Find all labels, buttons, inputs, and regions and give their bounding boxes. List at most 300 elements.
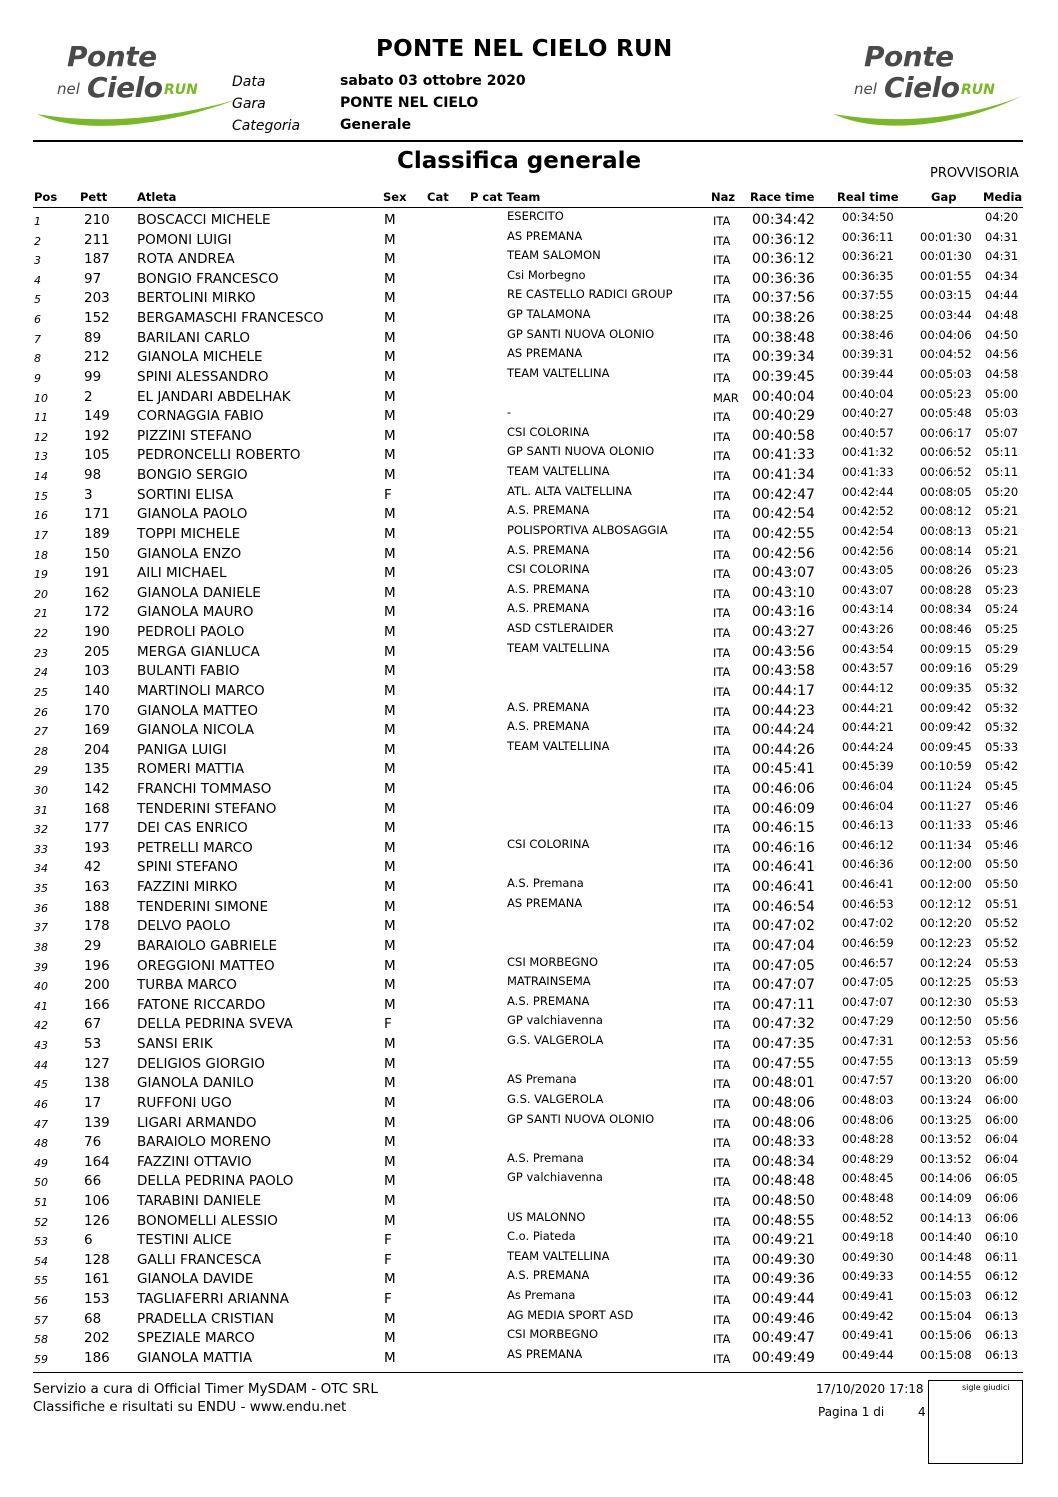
row-gap: 00:14:06 [920, 1171, 972, 1186]
table-row [0, 1249, 1058, 1269]
row-nationality: ITA [713, 272, 731, 287]
table-row [0, 425, 1058, 445]
row-sex: M [384, 624, 396, 641]
table-row [0, 1013, 1058, 1033]
row-sex: M [384, 525, 396, 542]
row-position: 46 [34, 1097, 48, 1111]
row-gap: 00:12:00 [920, 877, 972, 892]
row-real-time: 00:43:57 [842, 661, 894, 676]
row-bib-number: 170 [84, 702, 110, 719]
row-position: 26 [34, 705, 48, 719]
row-team: TEAM VALTELLINA [507, 365, 610, 380]
col-header-naz: Naz [711, 190, 736, 204]
row-athlete-name: BERTOLINI MIRKO [137, 290, 256, 307]
row-real-time: 00:45:39 [842, 759, 894, 774]
row-team: A.S. PREMANA [507, 699, 590, 714]
table-row [0, 1308, 1058, 1328]
logo-ponte-text: Ponte [67, 40, 157, 73]
row-sex: M [384, 898, 396, 915]
row-pace: 06:13 [985, 1347, 1019, 1362]
row-race-time: 00:47:35 [752, 1036, 815, 1053]
row-real-time: 00:46:13 [842, 818, 894, 833]
logo-swoosh-icon [35, 38, 235, 133]
row-nationality: ITA [713, 920, 731, 935]
row-race-time: 00:44:17 [752, 682, 815, 699]
row-nationality: ITA [713, 1018, 731, 1033]
row-gap: 00:12:00 [920, 857, 972, 872]
row-race-time: 00:43:07 [752, 565, 815, 582]
row-athlete-name: PIZZINI STEFANO [137, 427, 252, 444]
table-row [0, 1210, 1058, 1230]
row-team: ATL. ALTA VALTELLINA [507, 483, 632, 498]
row-nationality: ITA [713, 1116, 731, 1131]
row-sex: M [384, 996, 396, 1013]
row-sex: F [384, 1251, 392, 1268]
row-position: 49 [34, 1156, 48, 1170]
row-sex: M [384, 1075, 396, 1092]
row-athlete-name: OREGGIONI MATTEO [137, 957, 275, 974]
row-nationality: ITA [713, 253, 731, 268]
row-sex: M [384, 447, 396, 464]
row-bib-number: 192 [84, 427, 110, 444]
row-bib-number: 135 [84, 761, 110, 778]
row-nationality: ITA [713, 704, 731, 719]
row-bib-number: 6 [84, 1232, 93, 1249]
row-race-time: 00:49:30 [752, 1251, 815, 1268]
row-sex: M [384, 859, 396, 876]
row-nationality: ITA [713, 626, 731, 641]
row-position: 15 [34, 489, 48, 503]
row-athlete-name: MARTINOLI MARCO [137, 682, 265, 699]
row-bib-number: 66 [84, 1173, 102, 1190]
row-pace: 04:58 [985, 366, 1019, 381]
row-team: ESERCITO [507, 209, 564, 223]
row-pace: 05:21 [985, 504, 1019, 519]
row-sex: M [384, 918, 396, 935]
row-team: GP TALAMONA [507, 307, 591, 322]
table-row [0, 837, 1058, 857]
meta-label-categoria: Categoria [232, 118, 301, 134]
row-athlete-name: DELVO PAOLO [137, 918, 231, 935]
row-bib-number: 127 [84, 1055, 110, 1072]
row-real-time: 00:48:03 [842, 1092, 894, 1107]
row-position: 39 [34, 960, 48, 974]
section-title: Classifica generale [397, 148, 642, 174]
table-row [0, 1033, 1058, 1053]
row-pace: 05:20 [985, 484, 1019, 499]
table-row [0, 523, 1058, 543]
page-total: 4 [918, 1405, 926, 1419]
row-athlete-name: FAZZINI OTTAVIO [137, 1153, 252, 1170]
row-real-time: 00:46:53 [842, 896, 894, 911]
row-team: A.S. PREMANA [507, 601, 590, 616]
meta-value-gara: PONTE NEL CIELO [340, 95, 479, 111]
row-race-time: 00:44:26 [752, 741, 815, 758]
row-pace: 05:21 [985, 543, 1019, 558]
row-position: 6 [34, 313, 41, 327]
row-race-time: 00:37:56 [752, 290, 815, 307]
row-sex: M [384, 1173, 396, 1190]
row-gap: 00:04:06 [920, 327, 972, 342]
row-nationality: ITA [713, 488, 731, 503]
row-gap: 00:03:15 [920, 288, 972, 303]
row-team: A.S. PREMANA [507, 581, 590, 596]
table-row [0, 1072, 1058, 1092]
row-nationality: ITA [713, 567, 731, 582]
row-nationality: MAR [713, 390, 739, 405]
row-bib-number: 139 [84, 1114, 110, 1131]
row-sex: M [384, 682, 396, 699]
status-label: PROVVISORIA [930, 166, 1019, 181]
table-row [0, 1092, 1058, 1112]
logo-right [832, 38, 1032, 133]
row-position: 25 [34, 685, 48, 699]
row-pace: 05:51 [985, 896, 1019, 911]
row-bib-number: 177 [84, 820, 110, 837]
table-row [0, 1131, 1058, 1151]
row-team: TEAM VALTELLINA [507, 640, 610, 655]
row-bib-number: 89 [84, 329, 102, 346]
print-timestamp: 17/10/2020 17:18 [816, 1382, 924, 1396]
row-position: 54 [34, 1254, 48, 1268]
row-bib-number: 205 [84, 643, 110, 660]
row-position: 45 [34, 1078, 48, 1092]
row-real-time: 00:43:14 [842, 602, 894, 617]
row-real-time: 00:34:50 [842, 210, 894, 224]
row-position: 16 [34, 509, 48, 523]
row-gap: 00:12:53 [920, 1034, 972, 1049]
row-nationality: ITA [713, 1057, 731, 1072]
row-gap: 00:11:24 [920, 778, 972, 793]
row-position: 51 [34, 1196, 48, 1209]
row-nationality: ITA [713, 429, 731, 444]
row-position: 37 [34, 921, 48, 935]
row-gap: 00:09:15 [920, 641, 972, 656]
row-race-time: 00:47:11 [752, 996, 815, 1013]
row-team: AS PREMANA [507, 895, 583, 910]
row-athlete-name: BARAIOLO MORENO [137, 1134, 272, 1151]
row-position: 52 [34, 1215, 48, 1229]
row-real-time: 00:41:32 [842, 445, 894, 460]
table-row [0, 503, 1058, 523]
row-pace: 05:45 [985, 778, 1019, 793]
row-team: A.S. PREMANA [507, 719, 590, 734]
row-athlete-name: BONGIO FRANCESCO [137, 270, 279, 287]
col-header-sex: Sex [383, 190, 407, 204]
row-athlete-name: SPINI ALESSANDRO [137, 368, 269, 385]
row-race-time: 00:48:06 [752, 1114, 815, 1131]
row-race-time: 00:46:41 [752, 859, 815, 876]
table-row [0, 974, 1058, 994]
row-athlete-name: MERGA GIANLUCA [137, 643, 260, 660]
row-real-time: 00:46:59 [842, 935, 894, 950]
table-row [0, 994, 1058, 1014]
row-athlete-name: TENDERINI SIMONE [137, 898, 268, 915]
row-athlete-name: AILI MICHAEL [137, 565, 227, 582]
row-position: 10 [34, 391, 48, 405]
row-sex: M [384, 310, 396, 327]
row-team: A.S. PREMANA [507, 542, 590, 557]
row-race-time: 00:42:47 [752, 486, 815, 503]
row-real-time: 00:40:57 [842, 425, 894, 440]
row-team: POLISPORTIVA ALBOSAGGIA [507, 522, 668, 537]
row-athlete-name: GIANOLA DANIELE [137, 584, 261, 601]
row-gap: 00:11:27 [920, 798, 972, 813]
row-gap: 00:12:25 [920, 975, 972, 990]
row-real-time: 00:47:02 [842, 916, 894, 931]
row-real-time: 00:40:04 [842, 386, 894, 401]
row-team: A.S. PREMANA [507, 503, 590, 518]
logo-nel-text: nel [854, 80, 877, 98]
row-sex: M [384, 368, 396, 385]
row-position: 24 [34, 666, 48, 680]
row-bib-number: 162 [84, 584, 110, 601]
table-row [0, 876, 1058, 896]
row-gap: 00:03:44 [920, 308, 972, 323]
row-position: 42 [34, 1019, 48, 1033]
row-sex: M [384, 329, 396, 346]
row-sex: M [384, 388, 396, 405]
row-position: 20 [34, 587, 48, 601]
row-real-time: 00:39:31 [842, 347, 894, 362]
row-team: US MALONNO [507, 1209, 586, 1224]
row-athlete-name: PEDRONCELLI ROBERTO [137, 447, 301, 464]
row-sex: M [384, 231, 396, 248]
row-athlete-name: TESTINI ALICE [137, 1232, 232, 1249]
row-nationality: ITA [713, 1155, 731, 1170]
row-bib-number: 126 [84, 1212, 110, 1229]
row-position: 55 [34, 1274, 48, 1288]
row-bib-number: 169 [84, 722, 110, 739]
row-bib-number: 212 [84, 349, 110, 366]
signature-label: sigle giudici [962, 1383, 1010, 1392]
row-bib-number: 168 [84, 800, 110, 817]
row-sex: M [384, 212, 396, 228]
row-nationality: ITA [713, 508, 731, 523]
row-sex: M [384, 643, 396, 660]
row-pace: 05:46 [985, 798, 1019, 813]
row-team: TEAM SALOMON [507, 248, 601, 263]
table-row [0, 1190, 1058, 1210]
row-athlete-name: RUFFONI UGO [137, 1094, 232, 1111]
row-gap: 00:08:12 [920, 504, 972, 519]
table-row [0, 1170, 1058, 1190]
row-race-time: 00:48:06 [752, 1094, 815, 1111]
row-race-time: 00:46:06 [752, 780, 815, 797]
row-nationality: ITA [713, 1312, 731, 1327]
row-real-time: 00:36:35 [842, 268, 894, 283]
row-gap: 00:12:20 [920, 916, 972, 931]
row-real-time: 00:39:44 [842, 366, 894, 381]
row-gap: 00:14:09 [920, 1191, 972, 1205]
row-pace: 06:06 [985, 1191, 1019, 1205]
row-position: 13 [34, 450, 48, 464]
row-real-time: 00:46:04 [842, 778, 894, 793]
row-race-time: 00:45:41 [752, 761, 815, 778]
row-team: A.S. Premana [507, 1150, 584, 1165]
row-team: CSI COLORINA [507, 836, 590, 851]
row-team: TEAM VALTELLINA [507, 464, 610, 479]
row-team: GP valchiavenna [507, 1170, 603, 1185]
row-team: MATRAINSEMA [507, 974, 591, 989]
row-sex: M [384, 506, 396, 523]
row-nationality: ITA [713, 1175, 731, 1190]
row-race-time: 00:39:45 [752, 368, 815, 385]
row-gap: 00:08:26 [920, 563, 972, 578]
row-race-time: 00:43:27 [752, 624, 815, 641]
row-real-time: 00:48:29 [842, 1151, 894, 1166]
row-athlete-name: DELLA PEDRINA PAOLO [137, 1173, 294, 1190]
row-pace: 05:32 [985, 680, 1019, 695]
row-team: GP SANTI NUOVA OLONIO [507, 326, 655, 341]
row-position: 33 [34, 842, 48, 856]
row-real-time: 00:47:31 [842, 1034, 894, 1049]
row-sex: M [384, 1310, 396, 1327]
row-gap: 00:09:42 [920, 700, 972, 715]
row-position: 29 [34, 764, 48, 778]
row-nationality: ITA [713, 1351, 731, 1366]
row-position: 21 [34, 607, 48, 621]
row-pace: 06:12 [985, 1289, 1019, 1304]
row-position: 19 [34, 568, 48, 582]
row-real-time: 00:43:54 [842, 641, 894, 656]
row-nationality: ITA [713, 743, 731, 758]
row-real-time: 00:44:24 [842, 739, 894, 754]
logo-run-text: RUN [961, 82, 995, 98]
header-divider [33, 140, 1023, 142]
col-header-atleta: Atleta [137, 190, 177, 204]
row-nationality: ITA [713, 1136, 731, 1151]
row-bib-number: 204 [84, 741, 110, 758]
row-race-time: 00:47:07 [752, 977, 815, 994]
row-athlete-name: BOSCACCI MICHELE [137, 212, 271, 228]
row-bib-number: 163 [84, 879, 110, 896]
row-bib-number: 166 [84, 996, 110, 1013]
row-race-time: 00:38:48 [752, 329, 815, 346]
row-pace: 04:50 [985, 327, 1019, 342]
row-bib-number: 98 [84, 467, 102, 484]
row-bib-number: 190 [84, 624, 110, 641]
row-nationality: ITA [713, 684, 731, 699]
row-bib-number: 191 [84, 565, 110, 582]
col-header-cat: Cat [427, 190, 449, 204]
row-pace: 04:34 [985, 268, 1019, 283]
row-real-time: 00:48:52 [842, 1210, 894, 1225]
row-real-time: 00:43:26 [842, 622, 894, 637]
row-real-time: 00:47:29 [842, 1014, 894, 1029]
row-position: 3 [34, 254, 41, 268]
col-header-pos: Pos [34, 190, 58, 204]
row-nationality: ITA [713, 449, 731, 464]
row-team: A.S. Premana [507, 876, 584, 891]
row-sex: M [384, 1153, 396, 1170]
row-bib-number: 152 [84, 310, 110, 327]
row-sex: M [384, 722, 396, 739]
row-bib-number: 186 [84, 1349, 110, 1366]
row-athlete-name: SANSI ERIK [137, 1036, 213, 1053]
row-pace: 05:32 [985, 700, 1019, 715]
row-position: 59 [34, 1352, 48, 1366]
row-nationality: ITA [713, 881, 731, 896]
row-athlete-name: FAZZINI MIRKO [137, 879, 238, 896]
row-nationality: ITA [713, 645, 731, 660]
footer-divider [33, 1372, 1023, 1373]
row-nationality: ITA [713, 900, 731, 915]
row-nationality: ITA [713, 214, 731, 228]
row-position: 9 [34, 371, 41, 385]
row-bib-number: 189 [84, 525, 110, 542]
row-real-time: 00:47:05 [842, 975, 894, 990]
row-athlete-name: FATONE RICCARDO [137, 996, 266, 1013]
table-row [0, 366, 1058, 386]
row-gap: 00:10:59 [920, 759, 972, 774]
logo-ponte-text: Ponte [864, 40, 954, 73]
row-sex: M [384, 800, 396, 817]
row-position: 8 [34, 352, 41, 366]
row-nationality: ITA [713, 331, 731, 346]
row-athlete-name: GIANOLA NICOLA [137, 722, 254, 739]
row-nationality: ITA [713, 861, 731, 876]
row-real-time: 00:36:21 [842, 249, 894, 264]
row-nationality: ITA [713, 292, 731, 307]
row-race-time: 00:49:47 [752, 1330, 815, 1347]
table-row [0, 1151, 1058, 1171]
row-race-time: 00:47:32 [752, 1016, 815, 1033]
row-race-time: 00:43:58 [752, 663, 815, 680]
row-team: RE CASTELLO RADICI GROUP [507, 287, 673, 302]
logo-cielo-text: Cielo [87, 71, 163, 104]
logo-run-text: RUN [164, 82, 198, 98]
row-pace: 05:50 [985, 877, 1019, 892]
row-bib-number: 193 [84, 839, 110, 856]
row-pace: 05:07 [985, 425, 1019, 440]
row-athlete-name: PETRELLI MARCO [137, 839, 253, 856]
row-race-time: 00:49:44 [752, 1291, 815, 1308]
row-athlete-name: EL JANDARI ABDELHAK [137, 388, 291, 405]
row-race-time: 00:36:36 [752, 270, 815, 287]
row-nationality: ITA [713, 527, 731, 542]
row-bib-number: 172 [84, 604, 110, 621]
row-sex: M [384, 1349, 396, 1366]
row-sex: M [384, 1330, 396, 1347]
row-position: 2 [34, 234, 41, 248]
row-real-time: 00:46:36 [842, 857, 894, 872]
row-pace: 05:23 [985, 582, 1019, 597]
page-label: Pagina 1 di [818, 1405, 885, 1419]
row-sex: M [384, 349, 396, 366]
row-real-time: 00:46:57 [842, 955, 894, 970]
row-sex: M [384, 270, 396, 287]
row-pace: 05:46 [985, 837, 1019, 852]
row-pace: 06:13 [985, 1308, 1019, 1323]
row-pace: 05:53 [985, 994, 1019, 1009]
meta-label-gara: Gara [232, 96, 266, 112]
table-header-divider [33, 207, 1023, 208]
row-sex: M [384, 1036, 396, 1053]
row-race-time: 00:47:55 [752, 1055, 815, 1072]
row-athlete-name: ROMERI MATTIA [137, 761, 245, 778]
row-bib-number: 171 [84, 506, 110, 523]
row-real-time: 00:48:48 [842, 1191, 894, 1205]
row-race-time: 00:48:01 [752, 1075, 815, 1092]
row-pace: 05:52 [985, 935, 1019, 950]
row-pace: 06:11 [985, 1249, 1019, 1264]
row-pace: 04:31 [985, 249, 1019, 264]
row-pace: 05:50 [985, 857, 1019, 872]
row-gap: 00:13:52 [920, 1132, 972, 1147]
row-gap: 00:05:48 [920, 406, 972, 421]
row-nationality: ITA [713, 724, 731, 739]
